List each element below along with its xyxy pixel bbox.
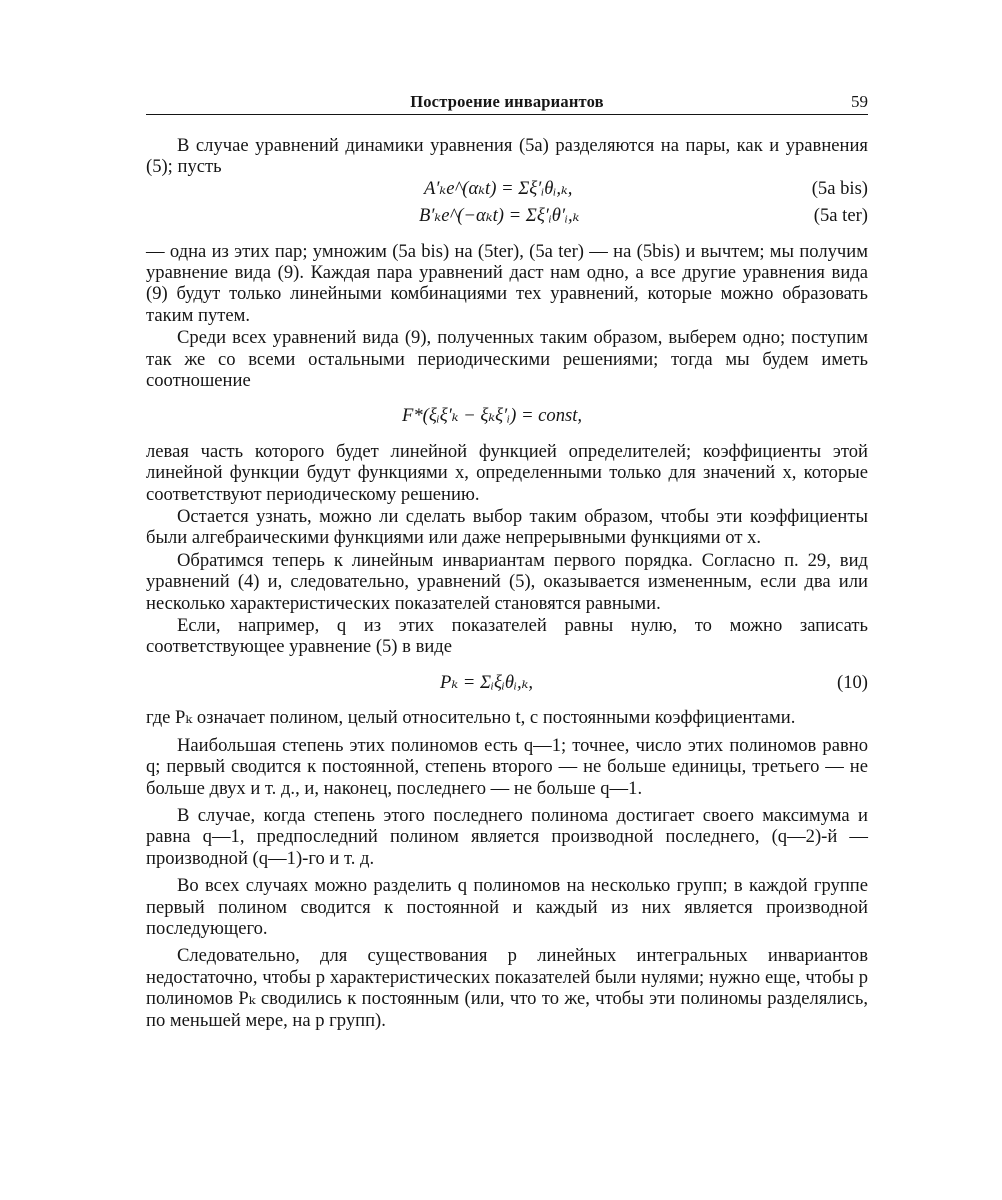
book-page bbox=[146, 88, 868, 1031]
formula-expression: B′ₖe^(−αₖt) = Σξ′ᵢθ′ᵢ,ₖ bbox=[419, 205, 580, 227]
formula-expression: Pₖ = Σᵢξᵢθᵢ,ₖ, bbox=[440, 671, 534, 693]
formula-const bbox=[146, 405, 868, 426]
paragraph-3: Среди всех уравнений вида (9), полученных таким образом, выберем одно; поступим так же со всеми остальными периодическими решениями; тогда мы будем иметь соотношение bbox=[146, 327, 868, 392]
equation-label: (5a bis) bbox=[811, 177, 868, 199]
page-number: 59 bbox=[851, 92, 868, 111]
running-title: Построение инвариантов bbox=[410, 92, 604, 111]
paragraph-10: В случае, когда степень этого последнего полинома достигает своего максимума и равна q—1, предпоследний полином является производной последнего, (q—2)-й — производной (q—1)-го и т. д. bbox=[146, 804, 868, 869]
page-body bbox=[146, 135, 868, 1031]
paragraph-11: Во всех случаях можно разделить q полиномов на несколько групп; в каждой группе первый полином сводится к постоянной и каждый из них является производной последующего. bbox=[146, 875, 868, 939]
formula-expression: F*(ξᵢξ′ₖ − ξₖξ′ᵢ) = const, bbox=[402, 405, 583, 427]
paragraph-4: левая часть которого будет линейной функцией определителей; коэффициенты этой линейной функции будут функциями x, определенными только для значений x, которые соответствуют периодическому решению. bbox=[146, 440, 868, 505]
paragraph-6: Обратимся теперь к линейным инвариантам первого порядка. Согласно п. 29, вид уравнений (4) и, следовательно, уравнений (5), оказывается измененным, если два или несколько характеристических показателей становятся равными. bbox=[146, 549, 868, 614]
formula-5a-bis bbox=[146, 178, 868, 199]
paragraph-7: Если, например, q из этих показателей равны нулю, то можно записать соответствующее уравнение (5) в виде bbox=[146, 615, 868, 658]
formula-expression: A′ₖe^(αₖt) = Σξ′ᵢθᵢ,ₖ, bbox=[424, 177, 573, 199]
paragraph-12: Следовательно, для существования p линейных интегральных инвариантов недостаточно, чтобы p характеристических показателей были нулями; нужно еще, чтобы p полиномов Pₖ сводились к постоянным (или, что то же, чтобы эти полиномы разделялись, по меньшей мере, на p групп). bbox=[146, 945, 868, 1031]
paragraph-1: В случае уравнений динамики уравнения (5а) разделяются на пары, как и уравнения (5); пусть bbox=[146, 135, 868, 178]
paragraph-8: где Pₖ означает полином, целый относительно t, с постоянными коэффициентами. bbox=[146, 707, 796, 729]
formula-5a-ter bbox=[146, 205, 868, 226]
paragraph-5: Остается узнать, можно ли сделать выбор таким образом, чтобы эти коэффициенты были алгебраическими функциями или даже непрерывными функциями от x. bbox=[146, 506, 868, 549]
equation-label: (5a ter) bbox=[813, 205, 868, 227]
paragraph-9: Наибольшая степень этих полиномов есть q—1; точнее, число этих полиномов равно q; первый сводится к постоянной, степень второго — не больше единицы, третьего — не больше двух и т. д., и, наконец, последнего — не больше q—1. bbox=[146, 734, 868, 799]
paragraph-2: — одна из этих пар; умножим (5а bis) на (5ter), (5a ter) — на (5bis) и вычтем; мы получим уравнение вида (9). Каждая пара уравнений даст нам одно, а все другие уравнения вида (9) будут только линейными комбинациями тех уравнений, которые можно образовать таким путем. bbox=[146, 240, 868, 326]
equation-label: (10) bbox=[837, 671, 868, 693]
running-head bbox=[146, 88, 868, 115]
formula-10 bbox=[146, 672, 868, 693]
